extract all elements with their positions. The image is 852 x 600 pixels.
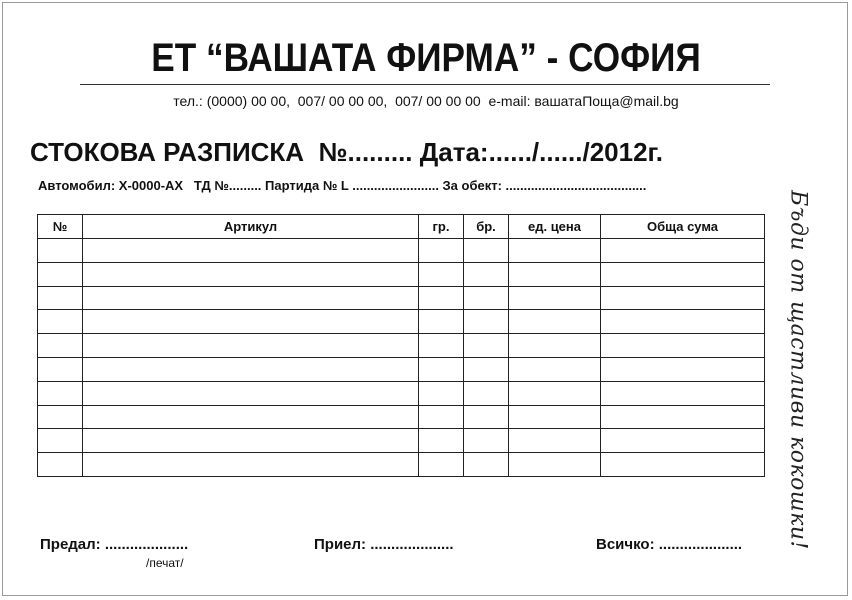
table-cell — [601, 334, 765, 358]
table-cell — [83, 239, 419, 263]
table-row — [38, 334, 765, 358]
table-cell — [464, 381, 509, 405]
table-cell — [464, 239, 509, 263]
table-cell — [38, 405, 83, 429]
table-cell — [464, 286, 509, 310]
table-cell — [83, 381, 419, 405]
table-cell — [419, 429, 464, 453]
table-cell — [601, 381, 765, 405]
table-row — [38, 381, 765, 405]
column-header-count: бр. — [464, 215, 509, 239]
table-cell — [509, 262, 601, 286]
table-cell — [83, 334, 419, 358]
table-cell — [419, 286, 464, 310]
table-cell — [464, 310, 509, 334]
table-cell — [419, 453, 464, 477]
table-cell — [83, 453, 419, 477]
document-heading: СТОКОВА РАЗПИСКА №......... Дата:....../....../2012г. — [30, 137, 664, 167]
table-cell — [464, 453, 509, 477]
table-cell — [83, 262, 419, 286]
table-body — [38, 239, 765, 477]
company-title: ЕТ “ВАШАТА ФИРМА” - СОФИЯ — [151, 36, 701, 80]
title-underline — [80, 84, 770, 85]
table-row — [38, 429, 765, 453]
table-cell — [464, 429, 509, 453]
table-cell — [509, 239, 601, 263]
table-cell — [601, 357, 765, 381]
table-cell — [38, 239, 83, 263]
contact-line: тел.: (0000) 00 00, 007/ 00 00 00, 007/ 00 00 00 e-mail: вашатаПоща@mail.bg — [173, 93, 679, 109]
table-cell — [38, 334, 83, 358]
table-cell — [601, 286, 765, 310]
stamp-note: /печат/ — [146, 556, 184, 570]
table-cell — [464, 357, 509, 381]
column-header-article: Артикул — [83, 215, 419, 239]
table-row — [38, 405, 765, 429]
table-cell — [38, 262, 83, 286]
table-cell — [419, 310, 464, 334]
table-row — [38, 310, 765, 334]
table-cell — [509, 429, 601, 453]
table-cell — [509, 286, 601, 310]
table-row — [38, 239, 765, 263]
items-table — [37, 214, 765, 477]
table-cell — [601, 239, 765, 263]
table-row — [38, 453, 765, 477]
table-cell — [419, 262, 464, 286]
table-cell — [509, 381, 601, 405]
handed-over-field: Предал: .................... — [40, 536, 189, 553]
table-cell — [419, 381, 464, 405]
table-cell — [509, 453, 601, 477]
table-row — [38, 286, 765, 310]
total-field: Всичко: .................... — [596, 536, 743, 553]
table-cell — [38, 429, 83, 453]
table-row — [38, 262, 765, 286]
table-cell — [38, 310, 83, 334]
column-header-unit-price: ед. цена — [509, 215, 601, 239]
table-header-row — [38, 215, 765, 239]
table-cell — [419, 405, 464, 429]
table-cell — [83, 357, 419, 381]
table-cell — [83, 405, 419, 429]
table-cell — [601, 262, 765, 286]
table-cell — [419, 334, 464, 358]
table-row — [38, 357, 765, 381]
table-cell — [509, 405, 601, 429]
table-cell — [464, 405, 509, 429]
table-cell — [419, 357, 464, 381]
table-cell — [509, 357, 601, 381]
table-cell — [38, 453, 83, 477]
table-cell — [83, 310, 419, 334]
table-cell — [83, 429, 419, 453]
table-cell — [83, 286, 419, 310]
column-header-total: Обща сума — [601, 215, 765, 239]
table-cell — [38, 357, 83, 381]
table-cell — [464, 262, 509, 286]
column-header-group: гр. — [419, 215, 464, 239]
table-cell — [601, 453, 765, 477]
table-cell — [601, 405, 765, 429]
table-cell — [464, 334, 509, 358]
table-cell — [509, 310, 601, 334]
table-cell — [601, 310, 765, 334]
column-header-number: № — [38, 215, 83, 239]
table-cell — [38, 381, 83, 405]
received-field: Приел: .................... — [314, 536, 454, 553]
table-cell — [509, 334, 601, 358]
table-cell — [38, 286, 83, 310]
document-meta-line: Автомобил: Х-0000-АХ ТД №......... Партида № L ........................ За обект: ....................................... — [38, 178, 647, 193]
slogan-text: Бъди от щастливи кокошки! — [785, 190, 811, 550]
table-cell — [419, 239, 464, 263]
table-cell — [601, 429, 765, 453]
